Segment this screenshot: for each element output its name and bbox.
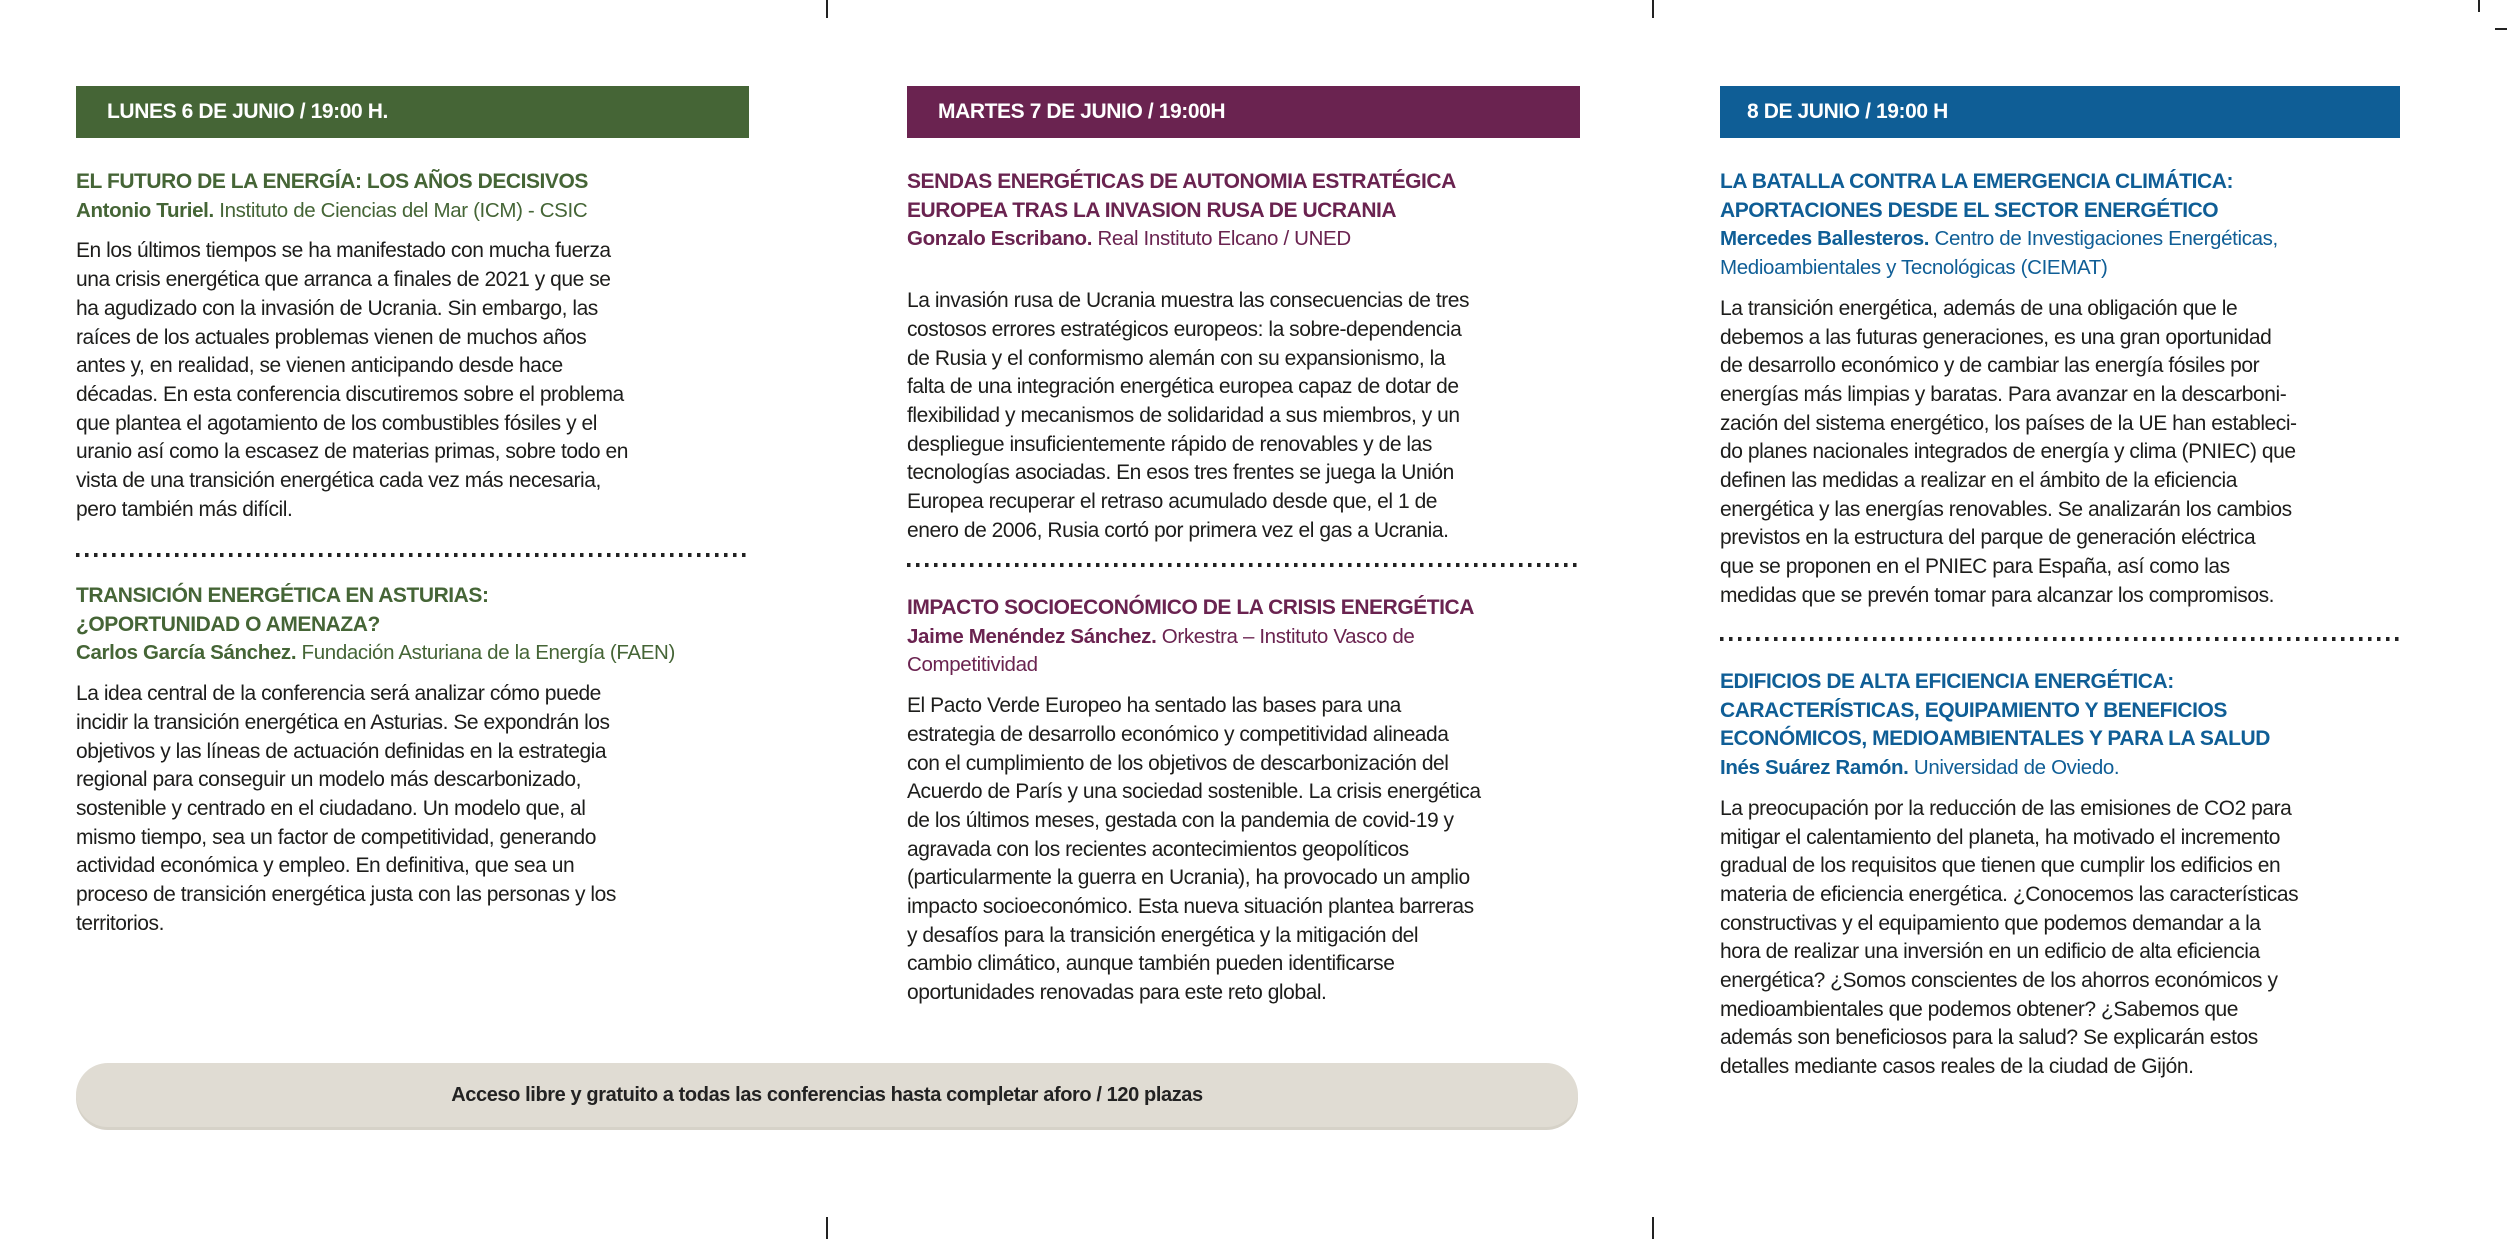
dotted-separator bbox=[907, 563, 1580, 567]
day-header bbox=[907, 86, 1580, 138]
talk-title: IMPACTO SOCIOECONÓMICO DE LA CRISIS ENERGÉTICA bbox=[907, 596, 1474, 619]
crop-mark bbox=[2495, 28, 2507, 30]
fold-mark bbox=[826, 1217, 828, 1239]
speaker-affiliation: Real Instituto Elcano / UNED bbox=[1097, 227, 1351, 251]
speaker-line bbox=[907, 623, 1547, 680]
dotted-separator bbox=[76, 553, 749, 557]
day-column-tuesday bbox=[907, 86, 1580, 1005]
day-header-label: 8 DE JUNIO / 19:00 H bbox=[1747, 100, 1948, 123]
talk-description: La preocupación por la reducción de las emisiones de CO2 para mitigar el calentamiento del planeta, ha motivado el incremento gradual de los requisitos que tienen que cumplir los edificios en materia de eficiencia energética. ¿Conocemos las características constructivas y el equipamiento que podemos demandar a la hora de realizar una inversión en un edificio de alta eficiencia energética? ¿Somos conscientes de los ahorros económicos y medioambientales que podemos obtener? ¿Sabemos que además son beneficiosos para la salud? Se explicarán estos detalles mediante casos reales de la ciudad de Gijón. bbox=[1720, 796, 2299, 1079]
talk-title: SENDAS ENERGÉTICAS DE AUTONOMIA ESTRATÉGICA EUROPEA TRAS LA INVASION RUSA DE UCRANIA bbox=[907, 170, 1456, 222]
talk-title: LA BATALLA CONTRA LA EMERGENCIA CLIMÁTICA: APORTACIONES DESDE EL SECTOR ENERGÉTICO bbox=[1720, 170, 2234, 222]
day-header-label: MARTES 7 DE JUNIO / 19:00H bbox=[938, 100, 1226, 123]
speaker-name: Inés Suárez Ramón. bbox=[1720, 756, 1909, 780]
speaker-affiliation: Orkestra – Instituto Vasco de Competitividad bbox=[907, 624, 1415, 677]
speaker-name: Jaime Menéndez Sánchez. bbox=[907, 624, 1157, 648]
talk-description: La invasión rusa de Ucrania muestra las consecuencias de tres costosos errores estratégicos europeos: la sobre-dependencia de Rusia y el conformismo alemán con su expansionismo, la falta de una integración energética europea capaz de dotar de flexibilidad y mecanismos de solidaridad a sus miembros, y un despliegue insuficientemente rápido de renovables y de las tecnologías asociadas. En esos tres frentes se juega la Unión Europea recuperar el retraso acumulado desde que, el 1 de enero de 2006, Rusia cortó por primera vez el gas a Ucrania. bbox=[907, 289, 1470, 542]
speaker-affiliation: Centro de Investigaciones Energéticas, Medioambientales y Tecnológicas (CIEMAT) bbox=[1720, 227, 2278, 280]
talk-description: La transición energética, además de una obligación que le debemos a las futuras generaciones, es una gran oportunidad de desarrollo económico y de cambiar las energía fósiles por energías más limpias y baratas. Para avanzar en la descarboni- zación del sistema energético, los países de la UE han estableci- do planes nacionales integrados de energía y clima (PNIEC) que definen las medidas a realizar en el ámbito de la eficiencia energética y las energías renovables. Se analizarán los cambios previstos en la estructura del parque de generación eléctrica que se proponen en el PNIEC para España, así como las medidas que se prevén tomar para alcanzar los compromisos. bbox=[1720, 296, 2297, 607]
fold-mark bbox=[826, 0, 828, 18]
talk bbox=[76, 168, 749, 524]
access-notice-text: Acceso libre y gratuito a todas las conferencias hasta completar aforo / 120 plazas bbox=[451, 1083, 1203, 1106]
speaker-affiliation: Universidad de Oviedo. bbox=[1913, 756, 2120, 780]
day-header-label: LUNES 6 DE JUNIO / 19:00 H. bbox=[107, 100, 388, 123]
speaker-affiliation: Instituto de Ciencias del Mar (ICM) - CSIC bbox=[219, 198, 588, 222]
speaker-name: Gonzalo Escribano. bbox=[907, 227, 1093, 251]
talk bbox=[1720, 168, 2400, 611]
fold-mark bbox=[1652, 1217, 1654, 1239]
talk-title: EL FUTURO DE LA ENERGÍA: LOS AÑOS DECISIVOS bbox=[76, 170, 588, 193]
speaker-line bbox=[76, 639, 749, 668]
speaker-name: Mercedes Ballesteros. bbox=[1720, 227, 1930, 251]
day-column-wednesday bbox=[1720, 86, 2400, 1079]
crop-mark bbox=[2478, 0, 2480, 12]
talk bbox=[907, 594, 1580, 1008]
speaker-line bbox=[76, 197, 749, 226]
access-notice-banner bbox=[76, 1063, 1578, 1127]
talk-description: En los últimos tiempos se ha manifestado con mucha fuerza una crisis energética que arranca a finales de 2021 y que se ha agudizado con la invasión de Ucrania. Sin embargo, las raíces de los actuales problemas vienen de muchos años antes y, en realidad, se vienen anticipando desde hace décadas. En esta conferencia discutiremos sobre el problema que plantea el agotamiento de los combustibles fósiles y el uranio así como la escasez de materias primas, sobre todo en vista de una transición energética cada vez más necesaria, pero también más difícil. bbox=[76, 239, 628, 521]
talk-description: El Pacto Verde Europeo ha sentado las bases para una estrategia de desarrollo económico y competitividad alineada con el cumplimiento de los objetivos de descarbonización del Acuerdo de París y una sociedad sostenible. La crisis energética de los últimos meses, gestada con la pandemia de covid-19 y agravada con los recientes acontecimientos geopolíticos (particularmente la guerra en Ucrania), ha provocado un amplio impacto socioeconómico. Esta nueva situación plantea barreras y desafíos para la transición energética y la mitigación del cambio climático, aunque también pueden identificarse oportunidades renovadas para este reto global. bbox=[907, 694, 1481, 1005]
speaker-line bbox=[1720, 225, 2380, 282]
talk bbox=[907, 168, 1580, 545]
speaker-line bbox=[907, 225, 1580, 254]
talk-description: La idea central de la conferencia será analizar cómo puede incidir la transición energética en Asturias. Se expondrán los objetivos y las líneas de actuación definidas en la estrategia regional para conseguir un modelo más descarbonizado, sostenible y centrado en el ciudadano. Un modelo que, al mismo tiempo, sea un factor de competitividad, generando actividad económica y empleo. En definitiva, que sea un proceso de transición energética justa con las personas y los territorios. bbox=[76, 682, 616, 935]
day-column-monday bbox=[76, 86, 749, 935]
dotted-separator bbox=[1720, 637, 2400, 641]
day-header bbox=[1720, 86, 2400, 138]
talk-title: TRANSICIÓN ENERGÉTICA EN ASTURIAS: ¿OPORTUNIDAD O AMENAZA? bbox=[76, 584, 489, 636]
speaker-line bbox=[1720, 754, 2400, 783]
speaker-name: Antonio Turiel. bbox=[76, 198, 214, 222]
fold-mark bbox=[1652, 0, 1654, 18]
speaker-name: Carlos García Sánchez. bbox=[76, 641, 297, 665]
talk bbox=[76, 582, 749, 938]
day-header bbox=[76, 86, 749, 138]
talk bbox=[1720, 668, 2400, 1082]
talk-title: EDIFICIOS DE ALTA EFICIENCIA ENERGÉTICA: CARACTERÍSTICAS, EQUIPAMIENTO Y BENEFICIOS ECONÓMICOS, MEDIOAMBIENTALES Y PARA LA SALUD bbox=[1720, 670, 2270, 751]
speaker-affiliation: Fundación Asturiana de la Energía (FAEN) bbox=[301, 641, 675, 665]
